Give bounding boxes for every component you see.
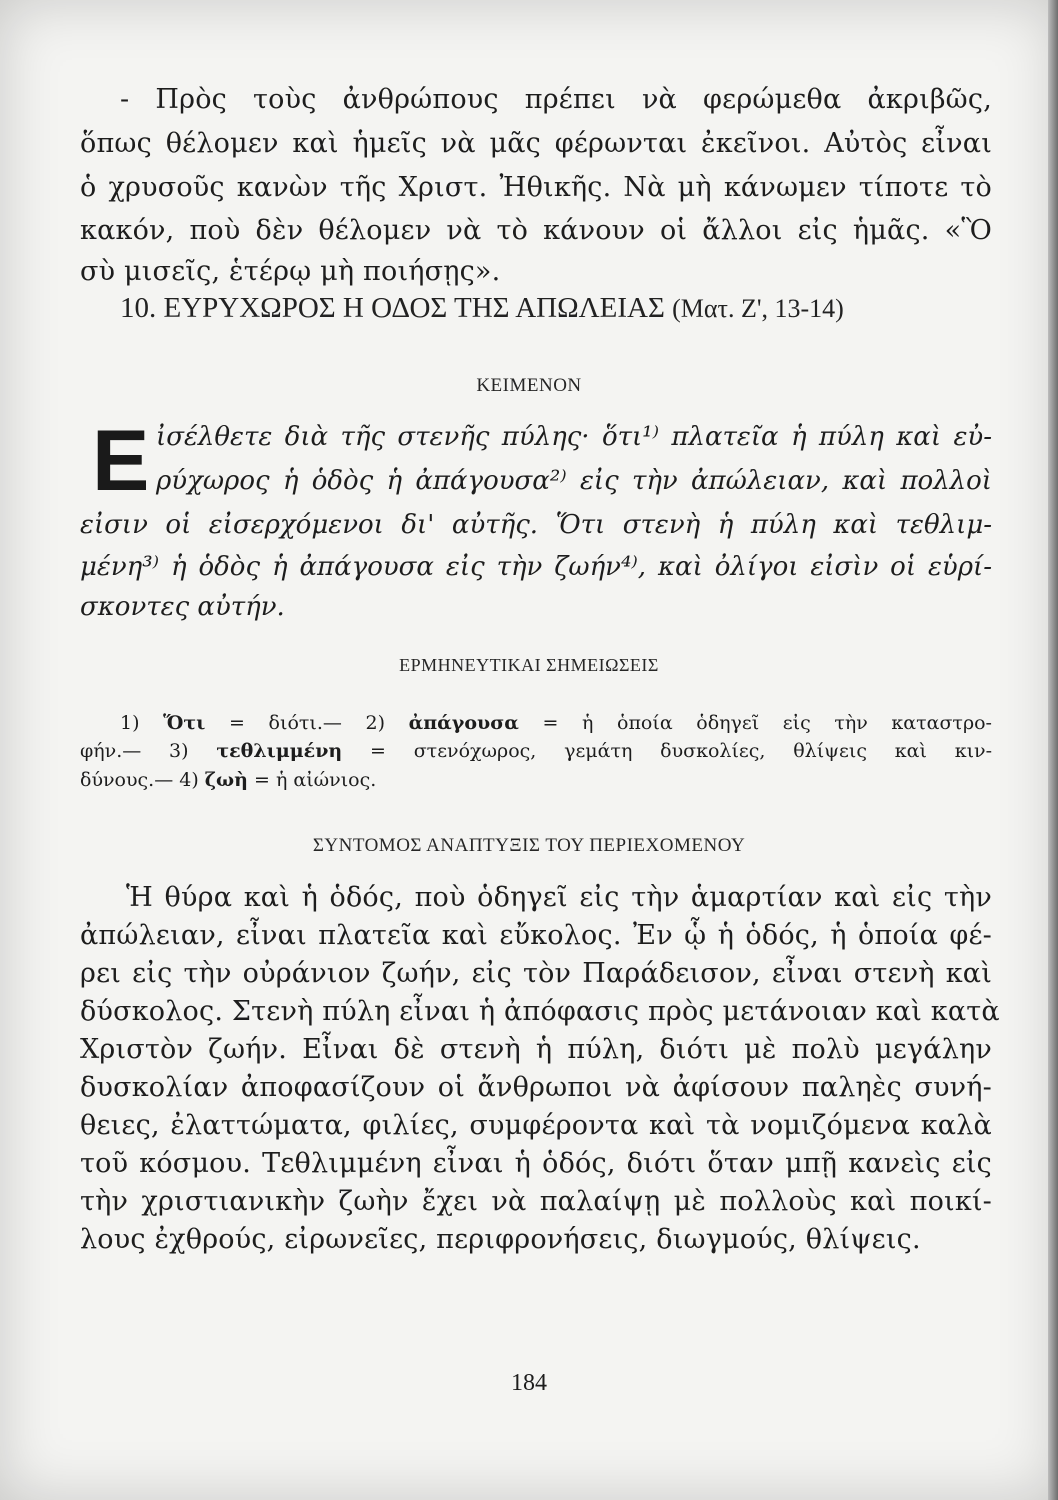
note-line	[80, 740, 992, 762]
page-number: 184	[511, 1370, 547, 1396]
dev-line: τὴν χριστιανικὴν ζωὴν ἔχει νὰ παλαίψῃ μὲ πολλοὺς καὶ ποικί-	[80, 1186, 992, 1217]
dev-line: ἀπώλειαν, εἶναι πλατεῖα καὶ εὔκολος. Ἐν ᾧ ἡ ὁδός, ἡ ὁποία φέ-	[80, 920, 992, 951]
note-line	[80, 769, 376, 791]
intro-line: ὅπως θέλομεν καὶ ἡμεῖς νὰ μᾶς φέρωνται ἐκεῖνοι. Αὐτὸς εἶναι	[80, 128, 992, 159]
note-number: 1)	[120, 712, 140, 734]
notes-label: ΕΡΜΗΝΕΥΤΙΚΑΙ ΣΗΜΕΙΩΣΕΙΣ	[399, 655, 659, 675]
text-line: ρύχωρος ἡ ὁδὸς ἡ ἀπάγουσα²⁾ εἰς τὴν ἀπώλειαν, καὶ πολλοὶ	[156, 466, 992, 496]
section-heading	[120, 292, 1000, 325]
intro-line: κακόν, ποὺ δὲν θέλομεν νὰ τὸ κάνουν οἱ ἄλλοι εἰς ἡμᾶς. «Ὃ	[80, 215, 992, 246]
dev-line: θειες, ἐλαττώματα, φιλίες, συμφέροντα καὶ τὰ νομιζόμενα καλὰ	[80, 1110, 992, 1141]
dev-line: τοῦ κόσμου. Τεθλιμμένη εἶναι ἡ ὁδός, διότι ὅταν μπῇ κανεὶς εἰς	[80, 1148, 992, 1179]
dev-line: λους ἐχθρούς, εἰρωνεῖες, περιφρονήσεις, διωγμούς, θλίψεις.	[80, 1224, 921, 1255]
intro-line: - Πρὸς τοὺς ἀνθρώπους πρέπει νὰ φερώμεθα ἀκριβῶς,	[120, 84, 992, 115]
note-line	[120, 712, 992, 734]
note-term: τεθλιμμένη	[216, 740, 343, 762]
dev-line: Ἡ θύρα καὶ ἡ ὁδός, ποὺ ὁδηγεῖ εἰς τὴν ἁμαρτίαν καὶ εἰς τὴν	[126, 882, 992, 913]
note-definition: φήν.— 3)	[80, 740, 189, 762]
section-reference: (Ματ. Ζ', 13-14)	[672, 294, 844, 323]
page-edge-shadow	[1048, 0, 1058, 1500]
dev-line: ρει εἰς τὴν οὐράνιον ζωήν, εἰς τὸν Παράδεισον, εἶναι στενὴ καὶ	[80, 958, 992, 989]
development-label: ΣΥΝΤΟΜΟΣ ΑΝΑΠΤΥΞΙΣ ΤΟΥ ΠΕΡΙΕΧΟΜΕΝΟΥ	[312, 835, 746, 856]
text-line: σκοντες αὐτήν.	[80, 592, 285, 622]
note-definition: = στενόχωρος, γεμάτη δυσκολίες, θλίψεις καὶ κιν-	[370, 740, 992, 762]
text-line: μένη³⁾ ἡ ὁδὸς ἡ ἀπάγουσα εἰς τὴν ζωήν⁴⁾, καὶ ὀλίγοι εἰσὶν οἱ εὑρί-	[80, 552, 992, 582]
text-line: εἰσιν οἱ εἰσερχόμενοι δι' αὐτῆς. Ὅτι στενὴ ἡ πύλη καὶ τεθλιμ-	[80, 510, 992, 540]
note-term: Ὅτι	[163, 712, 206, 734]
dev-line: δυσκολίαν ἀποφασίζουν οἱ ἄνθρωποι νὰ ἀφίσουν παληὲς συνή-	[80, 1072, 992, 1103]
intro-line: σὺ μισεῖς, ἑτέρῳ μὴ ποιήσῃς».	[80, 256, 501, 287]
note-term: ζωὴ	[204, 769, 248, 791]
note-definition: = διότι.— 2)	[229, 712, 386, 734]
note-definition: δύνους.— 4)	[80, 769, 199, 791]
section-title: 10. ΕΥΡΥΧΩΡΟΣ Η ΟΔΟΣ ΤΗΣ ΑΠΩΛΕΙΑΣ	[120, 292, 665, 324]
dev-line: Χριστὸν ζωήν. Εἶναι δὲ στενὴ ἡ πύλη, διότι μὲ πολὺ μεγάλην	[80, 1034, 992, 1065]
text-line: ἰσέλθετε διὰ τῆς στενῆς πύλης· ὅτι¹⁾ πλατεῖα ἡ πύλη καὶ εὐ-	[156, 422, 992, 452]
intro-line: ὁ χρυσοῦς κανὼν τῆς Χριστ. Ἠθικῆς. Νὰ μὴ κάνωμεν τίποτε τὸ	[80, 172, 992, 203]
drop-cap: Ε	[92, 413, 150, 509]
dev-line: δύσκολος. Στενὴ πύλη εἶναι ἡ ἀπόφασις πρὸς μετάνοιαν καὶ κατὰ	[80, 996, 1000, 1027]
note-definition: = ἡ αἰώνιος.	[254, 769, 377, 791]
note-term: ἀπάγουσα	[408, 712, 519, 734]
text-label: ΚΕΙΜΕΝΟΝ	[476, 375, 582, 396]
note-definition: = ἡ ὁποία ὁδηγεῖ εἰς τὴν καταστρο-	[542, 712, 992, 734]
